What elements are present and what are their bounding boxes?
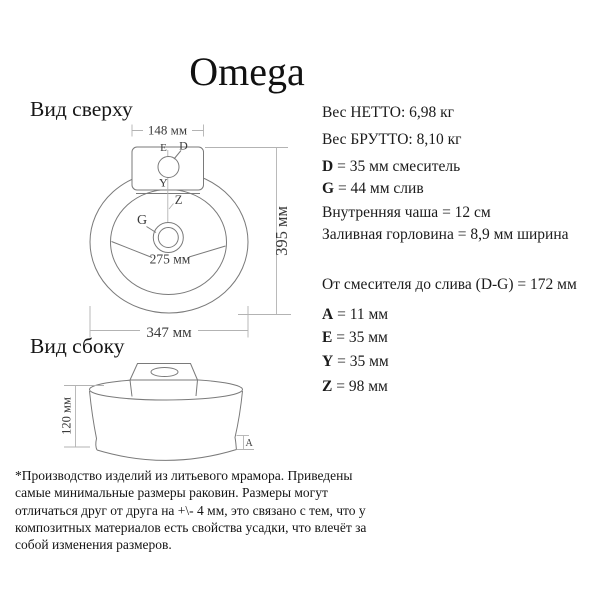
spec-bold: E [322,329,333,346]
spec-bold: Z [322,378,333,395]
spec-bold: A [322,306,334,323]
footnote [15,467,366,553]
spec-bold: D [322,158,334,175]
label-a: A [245,438,253,449]
dim-347-label: 347 мм [146,325,192,341]
dim-148 [132,123,204,138]
dim-120-label: 120 мм [59,397,74,435]
spec-text: Заливная горловина = 8,9 мм ширина [322,226,569,243]
side-body-bottom [97,450,237,461]
spec-inner-bowl [322,204,491,222]
drain-inner [158,228,178,248]
spec-text: Внутренняя чаша = 12 см [322,204,491,221]
spec-text: = 35 мм [332,329,388,346]
footnote-line: *Производство изделий из литьевого мрамора. Приведены [15,468,353,483]
spec-text: От смесителя до слива (D-G) = 172 мм [322,276,577,293]
top-view-heading: Вид сверху [30,97,133,121]
spec-g-drain [322,180,424,198]
label-z: Z [174,193,183,207]
spec-y [322,353,389,371]
spec-bold: Y [322,353,334,370]
dim-120 [60,386,105,448]
spec-e [322,329,388,347]
spec-text: = 98 мм [332,378,388,395]
page-title: Omega [189,49,305,94]
label-y: Y [158,175,168,190]
label-g: G [136,213,148,228]
side-body-left [90,391,98,450]
label-e: E [160,142,167,154]
footnote-line: собой изменения размеров. [15,537,172,553]
spec-weight-gross [322,131,461,149]
side-faucet-hole [151,368,178,377]
spec-filler-neck [322,226,569,244]
spec-weight-net [322,104,454,122]
spec-text: Вес БРУТТО: 8,10 кг [322,131,462,148]
dim-395-label: 395 мм [272,206,291,256]
side-view-heading: Вид сбоку [30,334,125,358]
footnote-line: отличаться друг от друга на +\- 4 мм, это связано с тем, что у [15,502,366,518]
top-view-diagram [90,123,291,342]
dim-275-label: 275 мм [149,251,191,267]
faucet-hole [158,157,179,178]
spec-d-mixer [322,158,460,176]
spec-text: = 44 мм слив [334,180,424,197]
label-d: D [179,138,188,153]
spec-z [322,378,388,396]
spec-text: = 35 мм смеситель [333,158,461,175]
spec-text: Вес НЕТТО: 6,98 кг [322,104,455,121]
spec-text: = 11 мм [333,306,389,323]
spec-a [322,306,388,324]
dim-a [237,436,255,450]
side-view-diagram [60,364,255,461]
spec-text: = 35 мм [333,353,389,370]
side-body-right [235,391,243,450]
dim-148-label: 148 мм [147,122,188,138]
footnote-line: композитных материалов есть свойства усадки, что влечёт за [15,519,367,535]
footnote-line: самые минимальные размеры раковин. Размеры могут [15,485,328,501]
spec-mixer-to-drain [322,276,577,294]
spec-bold: G [322,180,335,197]
